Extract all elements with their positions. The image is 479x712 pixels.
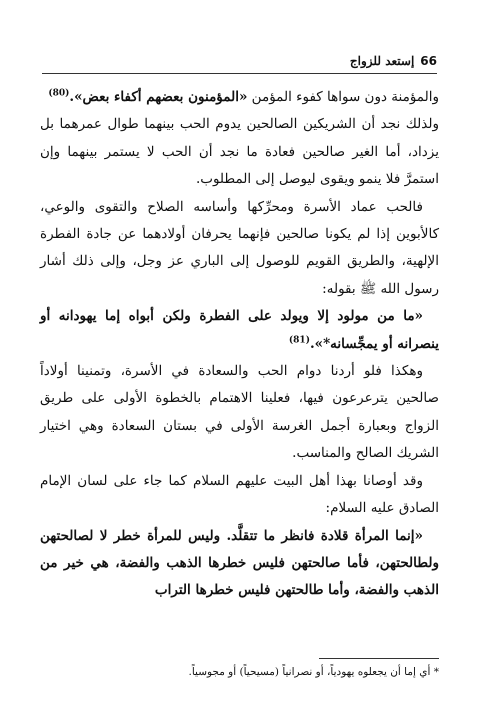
hadith-quote-2: «ما من مولود إلا ويولد على الفطرة ولكن أبواه إما يهودانه أو ينصرانه أو يمجِّسانه*».: [40, 308, 439, 352]
paragraph-4: [40, 303, 439, 358]
footnote: * أي إما أن يجعلوه يهودياً، أو نصرانياً (مسيحياً) أو مجوسياً.: [188, 666, 439, 678]
paragraph-3-text: فالحب عماد الأسرة ومحرِّكها وأساسه الصلاح والتقوى والوعي، كالأبوين إذا لم يكونا صالحين فإنهما يحرفان أولادهما عن جادة الفطرة الإلهية، والطريق القويم للوصول إلى الباري عز وجل، وإلى ذلك أشار رسول الله ﷺ بقوله:: [40, 198, 439, 297]
paragraph-2-text: ولذلك نجد أن الشريكين الصالحين يدوم الحب بينهما طوال عمرهما بل يزداد، أما الغير صالحين فعادة ما نجد أن الحب لا يستمر بينهما وإن استمرَّ فلا ينمو ويقوى ليوصل إلى المطلوب.: [40, 116, 439, 188]
paragraph-1: [40, 84, 439, 111]
paragraph-5-text: وهكذا فلو أردنا دوام الحب والسعادة في الأسرة، وتمنينا أولاداً صالحين يترعرعون فيها، فعلينا الاهتمام بالخطوة الأولى على طريق الزواج وبعبارة أجمل الغرسة الأولى في بستان السعادة وهي اختيار الشريك الصالح والمناسب.: [40, 363, 439, 462]
paragraph-2: [40, 111, 439, 193]
page-number: 66: [420, 54, 437, 68]
paragraph-1-text: والمؤمنة دون سواها كفوء المؤمن: [247, 89, 439, 105]
paragraph-6-text: وقد أوصانا بهذا أهل البيت عليهم السلام كما جاء على لسان الإمام الصادق عليه السلام:: [40, 472, 439, 517]
hadith-quote-1: «المؤمنون بعضهم أكفاء بعض».: [69, 89, 248, 105]
paragraph-3: [40, 194, 439, 304]
paragraph-5: [40, 358, 439, 468]
hadith-quote-3: «إنما المرأة قلادة فانظر ما تتقلَّد. وليس للمرأة خطر لا لصالحتهن ولطالحتهن، فأما صالحتهن فليس خطرها الذهب والفضة، هي خير من الذهب والفضة، وأما طالحتهن فليس خطرها التراب: [40, 527, 439, 599]
reference-81: (81): [288, 335, 310, 346]
paragraph-7: [40, 523, 439, 605]
header-divider: [42, 73, 437, 74]
book-title: إستعد للزواج: [349, 54, 415, 68]
page-body: [40, 84, 439, 605]
footnote-divider: [319, 658, 439, 659]
running-header: [42, 52, 437, 70]
reference-80: (80): [48, 88, 70, 99]
paragraph-6: [40, 468, 439, 523]
